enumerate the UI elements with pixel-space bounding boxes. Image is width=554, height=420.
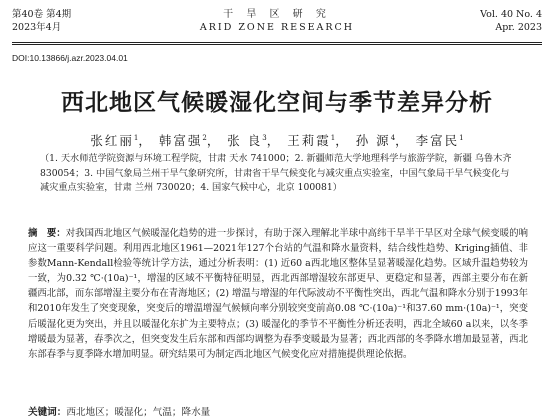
journal-name-en: ARID ZONE RESEARCH <box>199 22 355 33</box>
author: 孙 源$^4$ <box>355 133 396 148</box>
author: 王莉霞$^1$ <box>287 133 336 148</box>
volume-issue-cn: 第40卷 第4期 <box>12 9 72 20</box>
keywords-label: 关键词： <box>28 407 67 418</box>
author-list: 张红丽$^1$， 韩富强$^2$， 张 良$^3$， 王莉霞$^1$， 孙 源$^4$， 李富民$^1$ <box>90 133 464 148</box>
affiliations: （1. 天水师范学院资源与环境工程学院，甘肃 天水 741000；2. 新疆师范大学地理科学与旅游学院，新疆 乌鲁木齐 830054；3. 中国气象局兰州干旱气象研究所，甘肃省干旱气候变化与减灾重点实验室，中国气象局干旱气候变化与减灾重点实验室，甘肃 兰州 730020；4. 国家气候中心，北京 100081） <box>40 153 512 193</box>
volume-issue-en: Vol. 40 No. 4 <box>480 9 542 20</box>
date-en: Apr. 2023 <box>495 22 542 33</box>
author: 张 良$^3$ <box>227 133 267 148</box>
author: 李富民$^1$ <box>415 133 464 148</box>
paper-title: 西北地区气候暖湿化空间与季节差异分析 <box>61 90 493 116</box>
header-rule <box>12 42 542 43</box>
journal-header <box>12 8 542 42</box>
keywords <box>28 404 528 418</box>
header-right <box>480 8 542 34</box>
doi[interactable]: DOI:10.13866/j.azr.2023.04.01 <box>12 53 128 63</box>
author: 张红丽$^1$ <box>90 133 139 148</box>
header-center <box>12 8 542 34</box>
abstract <box>28 226 528 362</box>
abstract-label: 摘 要： <box>28 228 66 239</box>
author: 韩富强$^2$ <box>158 133 207 148</box>
date-cn: 2023年4月 <box>12 22 62 33</box>
keywords-text: 西北地区；暖湿化；气温；降水量 <box>66 407 211 418</box>
abstract-text: 对我国西北地区气候暖湿化趋势的进一步探讨，有助于深入理解北半球中高纬干旱半干旱区对全球气候变暖的响应这一重要科学问题。利用西北地区1961—2021年127个台站的气温和降水量资料，结合线性趋势、Kriging插值、非参数Mann-Kendall检验等统计学方法，通过分析表明：(1) 近60 a西北地区整体呈显著暖湿化趋势。区域升温趋势较为一致，为0.32 ℃·(10a)⁻¹，增湿的区域不平衡特征明显，西北西部增湿较东部更早、更稳定和显著，西部主要分布在新疆西北部，而东部增湿主要分布在青海地区；(2) 增温与增湿的年代际波动不平衡性突出，西北气温和降水分别于1993年和2010年发生了突变现象，突变后的增温增湿气候倾向率分别较突变前高0.08 ℃·(10a)⁻¹和37.60 mm·(10a)⁻¹，突变后暖湿化更为突出，并且以暖湿化东扩为主要特点；(3) 暖湿化的季节不平衡性分析还表明，西北全域60 a以来，以冬季增暖最为显著，春季次之，但突变发生后东部和西部均调整为春季变暖最为显著；西北西部的冬季降水增加最显著，西北东部春季与夏季降水增加明显。研究结果可为制定西北地区气候变化应对措施提供理论依据。 <box>28 228 528 360</box>
header-rule-thin <box>12 44 542 45</box>
journal-name-cn: 干 旱 区 研 究 <box>223 9 331 20</box>
